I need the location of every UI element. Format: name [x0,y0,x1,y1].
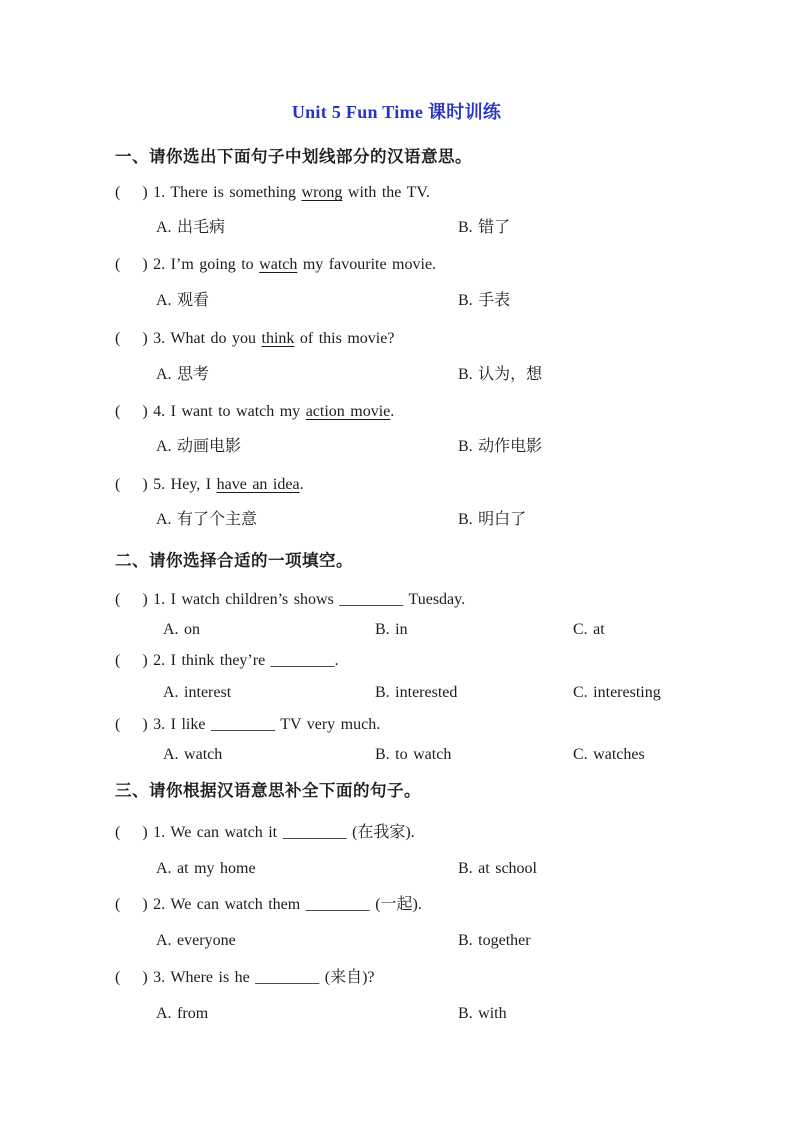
option-a: A. on [163,621,201,638]
question-sentence [115,968,375,988]
question-text-post: . [390,403,395,420]
option-a: A. 观看 [156,292,210,309]
option-c: C. at [573,621,605,638]
options-row [0,510,793,532]
section-2-heading: 二、请你选择合适的一项填空。 [115,552,353,570]
option-b: B. at school [458,860,537,877]
section-1-heading: 一、请你选出下面句子中划线部分的汉语意思。 [115,148,472,166]
option-a: A. watch [163,746,223,763]
question-text: ( ) 3. I like ________ TV very much. [115,716,381,733]
option-a: A. at my home [156,860,256,877]
underlined-word: have an idea [216,476,300,493]
question-text-pre: ( ) 5. Hey, I [115,476,217,493]
option-c: C. interesting [573,684,661,701]
page-title: Unit 5 Fun Time 课时训练 [291,102,502,122]
option-a: A. from [156,1005,209,1022]
option-a: A. everyone [156,932,236,949]
underlined-word: wrong [301,184,343,201]
options-row [0,1004,793,1026]
question-text-pre: ( ) 1. There is something [115,184,302,201]
question-text-pre: ( ) 4. I want to watch my [115,403,306,420]
question-text-post: of this movie? [294,330,395,347]
question-sentence [115,329,394,349]
option-a: A. 出毛病 [156,219,226,236]
option-b: B. to watch [375,746,452,763]
options-row [0,291,793,313]
question-sentence [115,823,415,843]
question-text-post: my favourite movie. [297,256,437,273]
question-text-post: with the TV. [342,184,430,201]
option-a: A. 有了个主意 [156,511,258,528]
question-sentence [115,590,465,610]
option-c: C. watches [573,746,645,763]
option-a: A. 思考 [156,366,210,383]
options-row [0,683,793,705]
question-sentence [115,475,304,495]
question-text: ( ) 1. We can watch it ________ (在我家). [115,824,415,841]
question-text-post: . [299,476,304,493]
question-text: ( ) 2. We can watch them ________ (一起). [115,896,422,913]
options-row [0,437,793,459]
question-sentence [115,402,394,422]
options-row [0,365,793,387]
question-text-pre: ( ) 2. I’m going to [115,256,260,273]
question-sentence [115,715,380,735]
options-row [0,859,793,881]
question-text: ( ) 2. I think they’re ________. [115,652,339,669]
underlined-word: think [261,330,295,347]
question-sentence [115,255,436,275]
underlined-word: action movie [305,403,391,420]
option-a: A. 动画电影 [156,438,242,455]
option-b: B. in [375,621,408,638]
option-b: B. with [458,1005,507,1022]
question-sentence [115,651,339,671]
option-b: B. 明白了 [458,511,527,528]
section-3-heading: 三、请你根据汉语意思补全下面的句子。 [115,782,421,800]
options-row [0,745,793,767]
question-sentence [115,895,422,915]
option-a: A. interest [163,684,232,701]
option-b: B. 动作电影 [458,438,543,455]
option-b: B. 手表 [458,292,511,309]
options-row [0,620,793,642]
option-b: B. together [458,932,531,949]
option-b: B. 错了 [458,219,511,236]
option-b: B. interested [375,684,458,701]
option-b: B. 认为，想 [458,366,543,383]
options-row [0,218,793,240]
question-sentence [115,183,430,203]
underlined-word: watch [259,256,298,273]
question-text: ( ) 3. Where is he ________ (来自)? [115,969,375,986]
question-text: ( ) 1. I watch children’s shows ________ Tuesday. [115,591,466,608]
question-text-pre: ( ) 3. What do you [115,330,262,347]
options-row [0,931,793,953]
